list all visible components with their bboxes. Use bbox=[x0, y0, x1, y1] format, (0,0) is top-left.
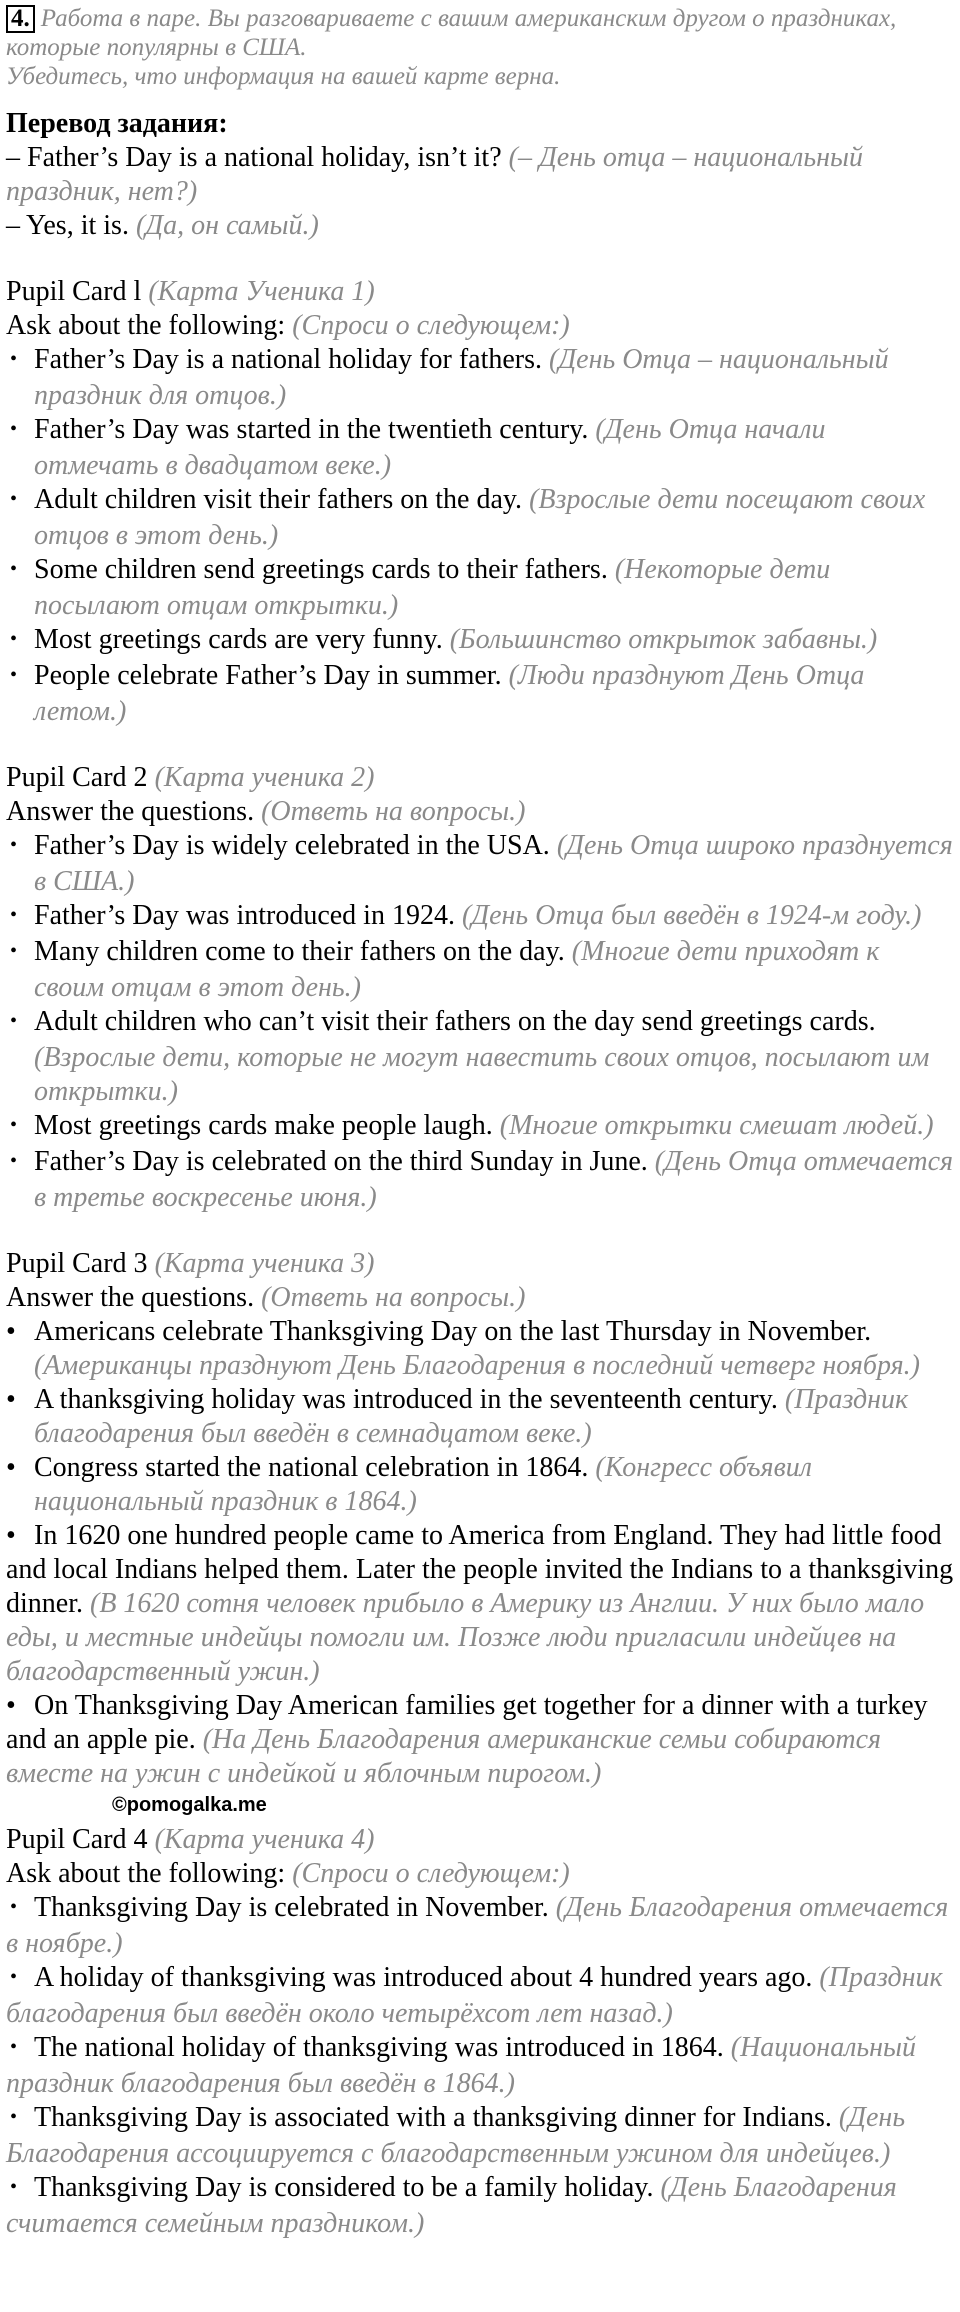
document-page bbox=[6, 4, 956, 2241]
item-ru: (Многие открытки смешат людей.) bbox=[499, 1110, 934, 1141]
bullet-icon: • bbox=[10, 834, 18, 856]
card-intro-ru: (Спроси о следующем:) bbox=[292, 310, 570, 341]
list-item bbox=[6, 1005, 956, 1109]
list-item bbox=[6, 1109, 956, 1145]
item-ru: (Взрослые дети посещают своих отцов в этот день.) bbox=[34, 484, 926, 551]
item-en: Americans celebrate Thanksgiving Day on the last Thursday in November. bbox=[34, 1316, 872, 1347]
card-intro-ru: (Ответь на вопросы.) bbox=[261, 1282, 526, 1313]
bullet-icon: • bbox=[10, 2036, 18, 2058]
list-item bbox=[6, 1891, 956, 1961]
task-text: Работа в паре. Вы разговариваете с вашим американским другом о праздниках, которые популярны в США. bbox=[6, 5, 897, 61]
item-en: A thanksgiving holiday was introduced in the seventeenth century. bbox=[34, 1384, 778, 1415]
list-item bbox=[6, 1689, 956, 1791]
list-item bbox=[6, 2171, 956, 2241]
card-title bbox=[6, 761, 956, 795]
item-en: Father’s Day is a national holiday for fathers. bbox=[34, 344, 543, 375]
list-item bbox=[6, 413, 956, 483]
dialog-line bbox=[6, 209, 956, 243]
item-ru: (День Благодарения отмечается в ноябре.) bbox=[6, 1892, 949, 1959]
bullet-icon: • bbox=[10, 348, 18, 370]
item-ru: (День Отца был введён в 1924-м году.) bbox=[461, 900, 922, 931]
bullet-icon: • bbox=[6, 1520, 16, 1551]
item-ru: (Некоторые дети посылают отцам открытки.) bbox=[34, 554, 831, 621]
card-intro bbox=[6, 1281, 956, 1315]
list-item bbox=[6, 1145, 956, 1215]
item-en: Father’s Day was started in the twentieth century. bbox=[34, 414, 589, 445]
card-intro-en: Ask about the following: bbox=[6, 310, 286, 341]
item-en: Some children send greetings cards to their fathers. bbox=[34, 554, 608, 585]
card-title bbox=[6, 1823, 956, 1857]
card-title-ru: (Карта ученика 4) bbox=[154, 1824, 375, 1855]
bullet-icon: • bbox=[10, 1150, 18, 1172]
item-en: Adult children visit their fathers on the day. bbox=[34, 484, 523, 515]
bullet-icon: • bbox=[10, 1896, 18, 1918]
item-ru: (День Отца – национальный праздник для отцов.) bbox=[34, 344, 889, 411]
task-number: 4. bbox=[6, 5, 35, 33]
item-en: Father’s Day is celebrated on the third Sunday in June. bbox=[34, 1146, 648, 1177]
dialog-en: – Father’s Day is a national holiday, isn’t it? bbox=[6, 142, 502, 173]
list-item bbox=[6, 1961, 956, 2031]
bullet-icon: • bbox=[10, 418, 18, 440]
item-ru: (Праздник благодарения был введён около четырёхсот лет назад.) bbox=[6, 1962, 943, 2029]
item-en: Father’s Day is widely celebrated in the USA. bbox=[34, 830, 550, 861]
item-en: Many children come to their fathers on the day. bbox=[34, 936, 565, 967]
item-ru: (День Отца начали отмечать в двадцатом веке.) bbox=[34, 414, 826, 481]
item-ru: (Многие дети приходят к своим отцам в этот день.) bbox=[34, 936, 880, 1003]
item-ru: (День Отца отмечается в третье воскресенье июня.) bbox=[34, 1146, 954, 1213]
list-item bbox=[6, 935, 956, 1005]
list-item bbox=[6, 483, 956, 553]
item-en: Most greetings cards make people laugh. bbox=[34, 1110, 493, 1141]
bullet-icon: • bbox=[6, 1316, 16, 1347]
list-item bbox=[6, 1451, 956, 1519]
list-item bbox=[6, 343, 956, 413]
item-ru: (День Отца широко празднуется в США.) bbox=[34, 830, 953, 897]
list-item bbox=[6, 2101, 956, 2171]
item-ru: (Взрослые дети, которые не могут навестить своих отцов, посылают им открытки.) bbox=[34, 1042, 930, 1107]
card-title-en: Pupil Card l bbox=[6, 276, 142, 307]
card-intro-en: Answer the questions. bbox=[6, 796, 255, 827]
item-en: On Thanksgiving Day American families get together for a dinner with a turkey and an apple pie. bbox=[6, 1690, 928, 1755]
list-item bbox=[6, 1519, 956, 1689]
bullet-icon: • bbox=[10, 558, 18, 580]
bullet-icon: • bbox=[10, 904, 18, 926]
card-title-ru: (Карта ученика 3) bbox=[154, 1248, 375, 1279]
task-instruction bbox=[6, 4, 956, 91]
list-item bbox=[6, 659, 956, 729]
card-title-en: Pupil Card 3 bbox=[6, 1248, 148, 1279]
card-title bbox=[6, 275, 956, 309]
list-item bbox=[6, 553, 956, 623]
dialog-ru: (– День отца – национальный праздник, нет?) bbox=[6, 142, 863, 207]
card-title-en: Pupil Card 2 bbox=[6, 762, 148, 793]
list-item bbox=[6, 829, 956, 899]
item-ru: (Люди празднуют День Отца летом.) bbox=[34, 660, 865, 727]
item-ru: (Праздник благодарения был введён в семнадцатом веке.) bbox=[34, 1384, 909, 1449]
dialog-en: – Yes, it is. bbox=[6, 210, 129, 241]
item-en: The national holiday of thanksgiving was introduced in 1864. bbox=[34, 2032, 724, 2063]
bullet-icon: • bbox=[10, 1114, 18, 1136]
bullet-icon: • bbox=[10, 2176, 18, 2198]
translation-heading: Перевод задания: bbox=[6, 108, 228, 139]
list-item bbox=[6, 899, 956, 935]
item-ru: (Американцы празднуют День Благодарения в последний четверг ноября.) bbox=[34, 1350, 920, 1381]
list-item bbox=[6, 1315, 956, 1383]
card-intro-ru: (Спроси о следующем:) bbox=[292, 1858, 570, 1889]
item-ru: (В 1620 сотня человек прибыло в Америку из Англии. У них было мало еды, и местные индейцы помогли им. Позже люди пригласили индейцев на благодарственный ужин.) bbox=[6, 1588, 925, 1687]
card-intro-ru: (Ответь на вопросы.) bbox=[261, 796, 526, 827]
item-en: Adult children who can’t visit their fathers on the day send greetings cards. bbox=[34, 1006, 876, 1037]
bullet-icon: • bbox=[10, 2106, 18, 2128]
list-item bbox=[6, 623, 956, 659]
card-title-en: Pupil Card 4 bbox=[6, 1824, 148, 1855]
bullet-icon: • bbox=[10, 488, 18, 510]
bullet-icon: • bbox=[10, 1010, 18, 1032]
dialog-ru: (Да, он самый.) bbox=[135, 210, 319, 241]
card-intro bbox=[6, 795, 956, 829]
bullet-icon: • bbox=[10, 940, 18, 962]
item-ru: (Большинство открыток забавны.) bbox=[449, 624, 878, 655]
card-intro-en: Answer the questions. bbox=[6, 1282, 255, 1313]
item-en: Congress started the national celebration in 1864. bbox=[34, 1452, 589, 1483]
item-ru: (День Благодарения считается семейным праздником.) bbox=[6, 2172, 897, 2239]
card-intro-en: Ask about the following: bbox=[6, 1858, 286, 1889]
item-en: Thanksgiving Day is considered to be a family holiday. bbox=[34, 2172, 654, 2203]
item-en: In 1620 one hundred people came to America from England. They had little food and local Indians helped them. Later the people invited the Indians to a thanksgiving dinner. bbox=[6, 1520, 954, 1619]
item-en: A holiday of thanksgiving was introduced about 4 hundred years ago. bbox=[34, 1962, 813, 1993]
list-item bbox=[6, 1383, 956, 1451]
item-en: Thanksgiving Day is celebrated in November. bbox=[34, 1892, 549, 1923]
bullet-icon: • bbox=[10, 628, 18, 650]
list-item bbox=[6, 2031, 956, 2101]
item-en: Most greetings cards are very funny. bbox=[34, 624, 443, 655]
item-ru: (Конгресс объявил национальный праздник в 1864.) bbox=[34, 1452, 812, 1517]
task-text-2: Убедитесь, что информация на вашей карте верна. bbox=[6, 63, 561, 90]
bullet-icon: • bbox=[6, 1690, 16, 1721]
dialog-line bbox=[6, 141, 956, 209]
bullet-icon: • bbox=[10, 664, 18, 686]
item-ru: (На День Благодарения американские семьи собираются вместе на ужин с индейкой и яблочным пирогом.) bbox=[6, 1724, 882, 1789]
item-en: Thanksgiving Day is associated with a thanksgiving dinner for Indians. bbox=[34, 2102, 832, 2133]
card-title-ru: (Карта Ученика 1) bbox=[148, 276, 375, 307]
card-title bbox=[6, 1247, 956, 1281]
item-ru: (Национальный праздник благодарения был введён в 1864.) bbox=[6, 2032, 917, 2099]
card-intro bbox=[6, 1857, 956, 1891]
bullet-icon: • bbox=[6, 1452, 16, 1483]
item-ru: (День Благодарения ассоциируется с благодарственным ужином для индейцев.) bbox=[6, 2102, 906, 2169]
card-intro bbox=[6, 309, 956, 343]
bullet-icon: • bbox=[6, 1384, 16, 1415]
item-en: People celebrate Father’s Day in summer. bbox=[34, 660, 502, 691]
item-en: Father’s Day was introduced in 1924. bbox=[34, 900, 455, 931]
bullet-icon: • bbox=[10, 1966, 18, 1988]
watermark-text: ©pomogalka.me bbox=[112, 1794, 267, 1816]
card-title-ru: (Карта ученика 2) bbox=[154, 762, 375, 793]
